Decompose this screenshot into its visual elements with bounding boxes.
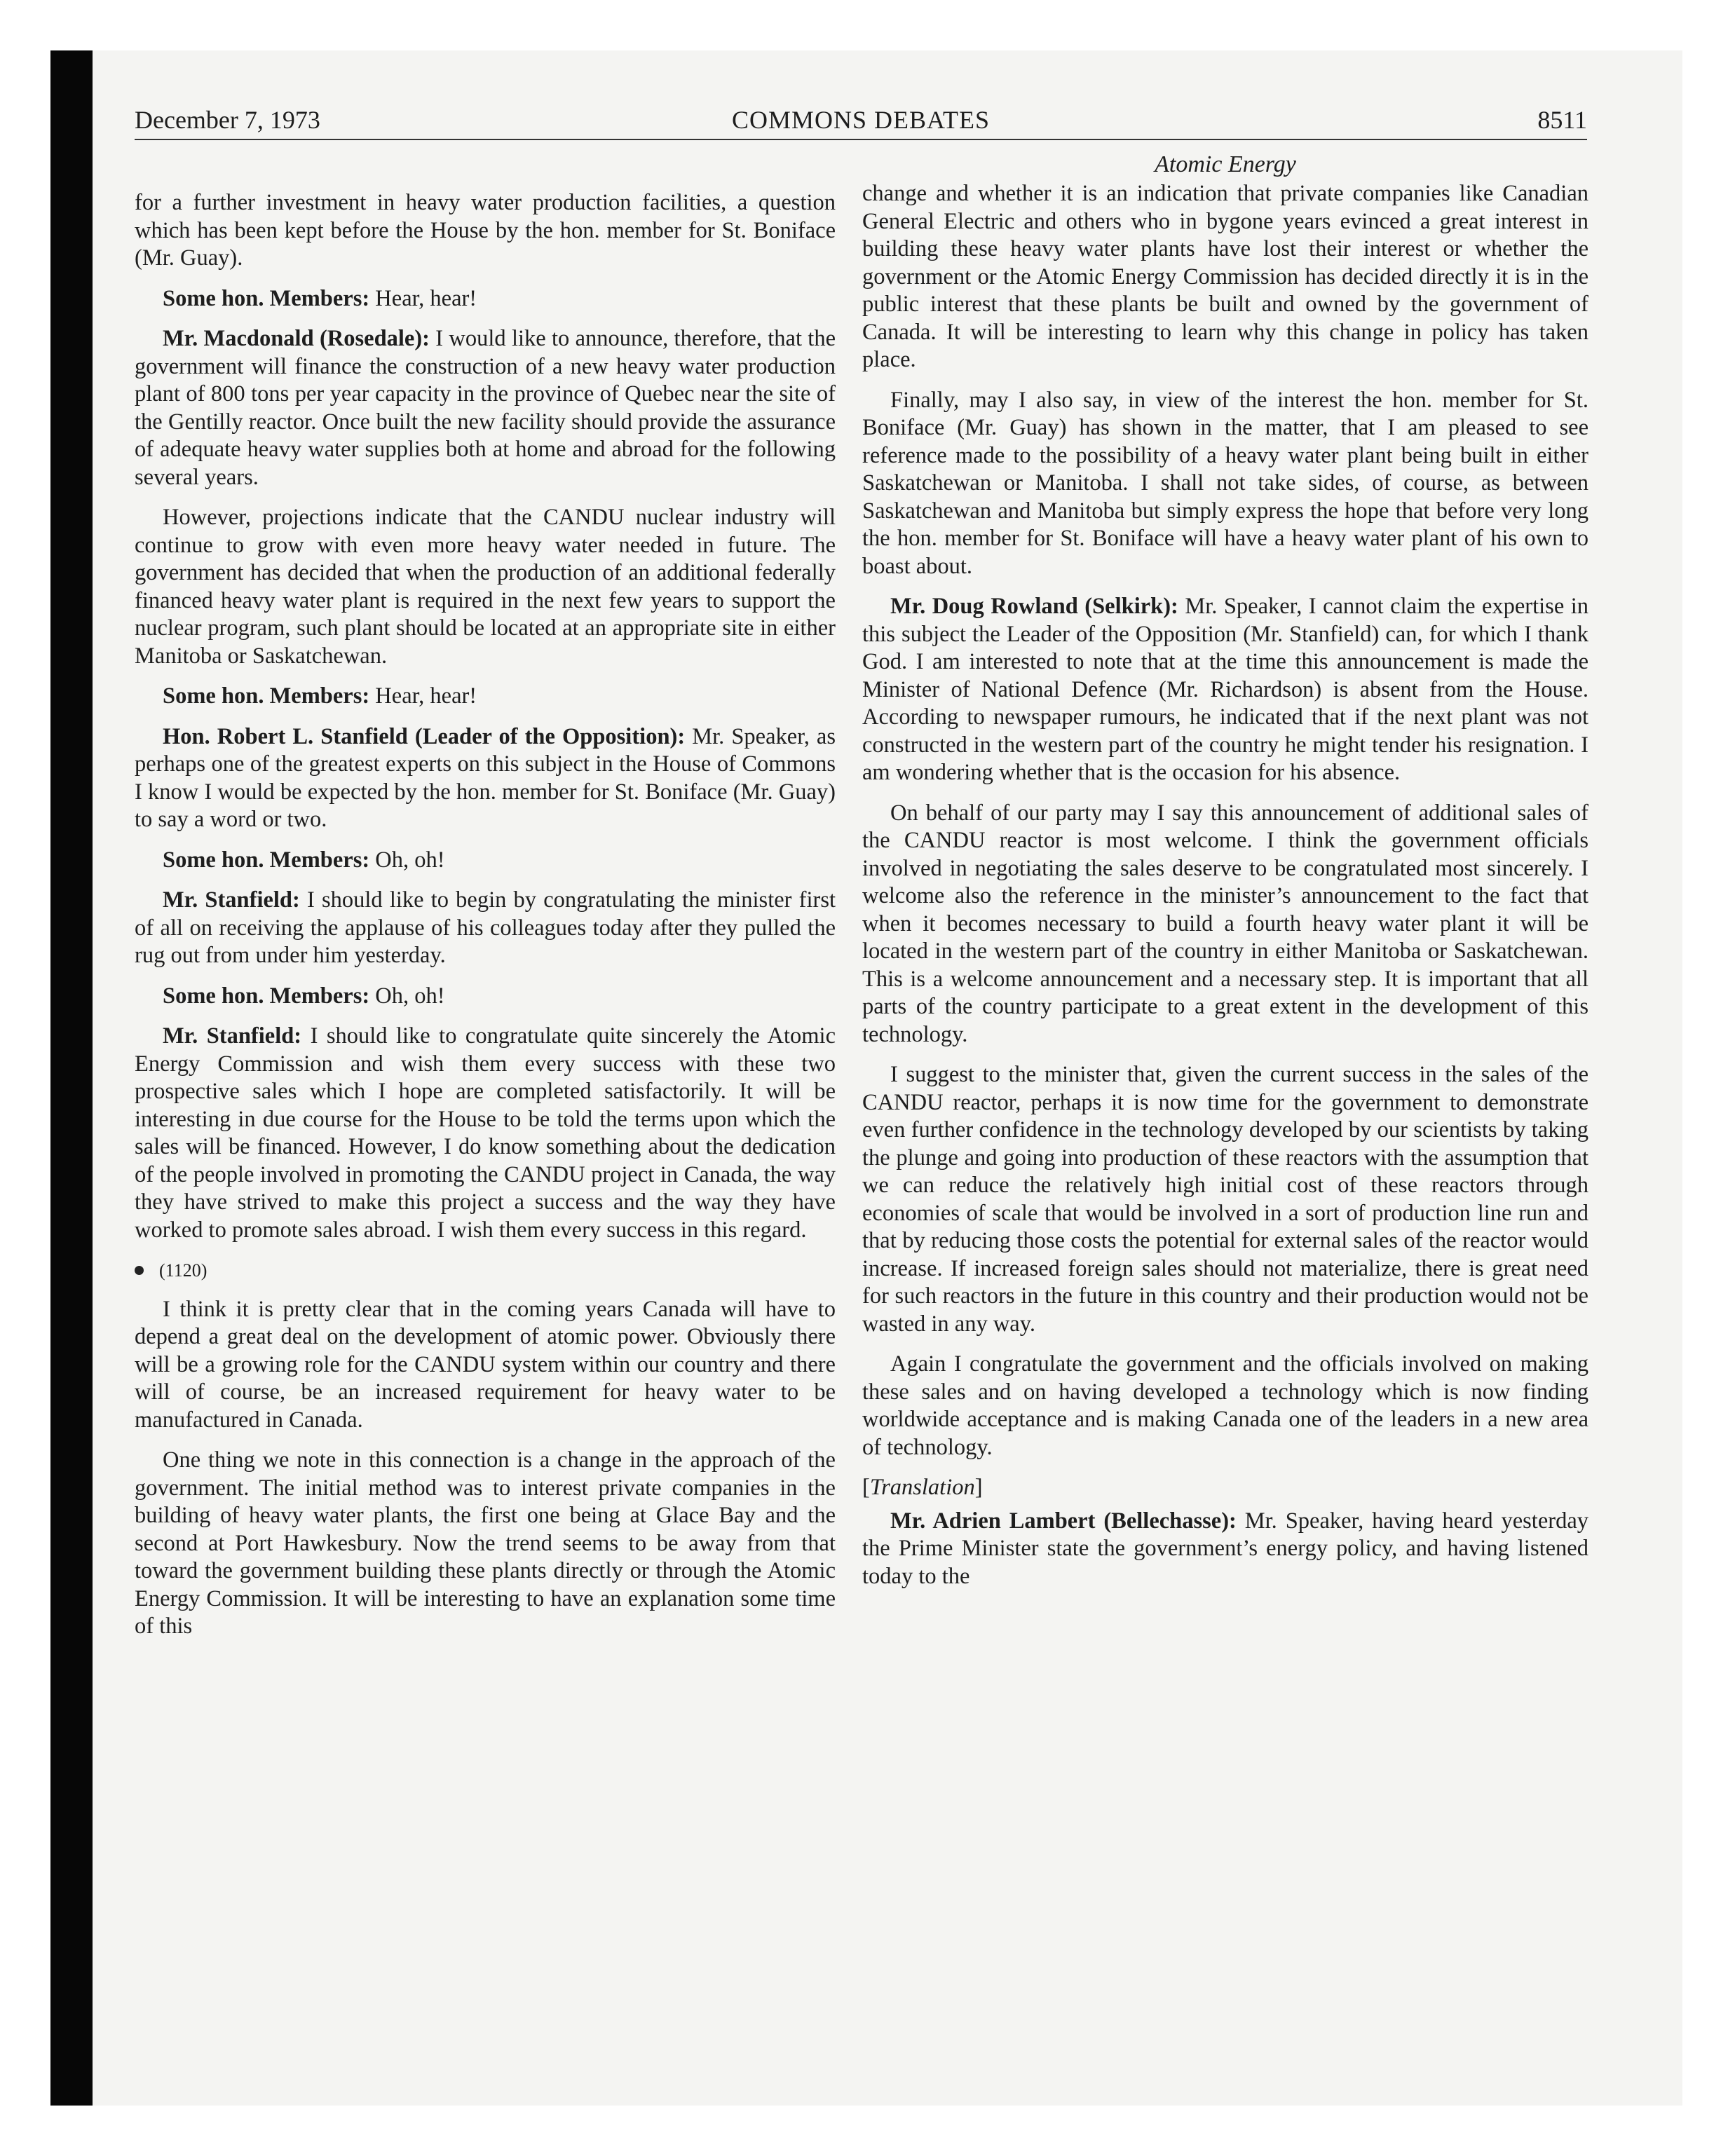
paragraph-text: Mr. Speaker, having heard yesterday the Prime Minister state the government’s energy policy, and having listened today to the [862,1508,1588,1589]
scan-binding-edge [50,50,93,2106]
speech-paragraph [135,983,836,1011]
right-column [862,151,1588,1603]
speaker-name: Mr. Macdonald (Rosedale): [163,326,430,351]
paragraph-text: I suggest to the minister that, given the current success in the sales of the CANDU reactor, perhaps it is now time for the government to demonstrate even further confidence in the technology developed by our scientists by taking the plunge and going into production of these reactors with the assumption that we can reduce the relatively high initial cost of these reactors through economies of scale that would be involved in a sort of production line run and that by reducing those costs the potential for external sales of the reactor would increase. If increased foreign sales should not materialize, there is great need for such reactors in the future in this country and their production would not be wasted in any way. [862,1062,1588,1337]
paragraph-text: Oh, oh! [369,847,445,873]
speaker-name: Some hon. Members: [163,683,370,709]
paragraph [862,1351,1588,1461]
speech-paragraph [135,325,836,491]
left-column [135,189,836,1653]
paragraph-text: Hear, hear! [369,683,477,709]
paragraph [135,1296,836,1435]
paragraph-text: I would like to announce, therefore, that the government will finance the construction of a new heavy water production plant of 800 tons per year capacity in the province of Quebec near the site of the Gentilly reactor. Once built the new facility should provide the assurance of adequate heavy water supplies both at home and abroad for the following several years. [135,326,836,490]
speech-paragraph [135,683,836,711]
paragraph-text: change and whether it is an indication that private companies like Canadian General Electric and others who in bygone years evinced a great interest in building these heavy water plants have lost their interest or whether the government or the Atomic Energy Commission has decided directly it is in the public interest that these plants be built and owned by the government of Canada. It will be interesting to learn why this change in policy has taken place. [862,181,1588,372]
section-title: Atomic Energy [1155,151,1296,177]
paragraph [862,1061,1588,1338]
speaker-name: Hon. Robert L. Stanfield (Leader of the Opposition): [163,723,686,749]
speaker-name: Mr. Adrien Lambert (Bellechasse): [890,1508,1237,1534]
speech-paragraph [135,285,836,313]
page-header [135,100,1587,140]
time-marker-text: (1120) [159,1260,207,1281]
paragraph-text: One thing we note in this connection is a change in the approach of the government. The initial method was to interest private companies in the building of heavy water plants, the first one being at Glace Bay and the second at Port Hawkesbury. Now the trend seems to be away from that toward the government building these plants directly or through the Atomic Energy Commission. It will be interesting to have an explanation some time of this [135,1447,836,1639]
speech-paragraph [135,847,836,875]
speech-paragraph [862,1508,1588,1591]
continued-paragraph [135,189,836,273]
paragraph [135,1447,836,1641]
bullet-icon [135,1266,144,1275]
speaker-name: Mr. Stanfield: [163,887,300,913]
speech-paragraph [862,593,1588,787]
speaker-name: Some hon. Members: [163,847,370,873]
header-page-number: 8511 [1537,106,1587,134]
time-marker [135,1257,836,1285]
speaker-name: Some hon. Members: [163,285,370,311]
speech-paragraph [135,723,836,834]
paragraph-text: I think it is pretty clear that in the coming years Canada will have to depend a great deal on the development of atomic power. Obviously there will be a growing role for the CANDU system within our country and there will of course, be an increased requirement for heavy water to be manufactured in Canada. [135,1296,836,1433]
paragraph-text: Mr. Speaker, as perhaps one of the greatest experts on this subject in the House of Commons I know I would be expected by the hon. member for St. Boniface (Mr. Guay) to say a word or two. [135,723,836,832]
translation-marker: [Translation] [862,1475,983,1500]
speaker-name: Mr. Doug Rowland (Selkirk): [890,594,1178,619]
paragraph-text: However, projections indicate that the CANDU nuclear industry will continue to grow with even more heavy water needed in future. The government has decided that when the production of an additional federally financed heavy water plant is required in the next few years to support the nuclear program, such plant should be located at an appropriate site in either Manitoba or Saskatchewan. [135,505,836,669]
paragraph [862,800,1588,1049]
speaker-name: Some hon. Members: [163,983,370,1009]
paragraph-text: Finally, may I also say, in view of the interest the hon. member for St. Boniface (Mr. Guay) has shown in the matter, that I am pleased to see reference made to the possibility of a heavy water plant being built in either Saskatchewan or Manitoba. I shall not take sides, of course, as between Saskatchewan and Manitoba but simply express the hope that before very long the hon. member for St. Boniface will have a heavy water plant of his own to boast about. [862,387,1588,579]
speaker-name: Mr. Stanfield: [163,1023,302,1049]
paragraph-text: Hear, hear! [369,285,477,311]
paragraph-text: I should like to begin by congratulating the minister first of all on receiving the applause of his colleagues today after they pulled the rug out from under him yesterday. [135,887,836,968]
paragraph [135,504,836,670]
header-title: COMMONS DEBATES [731,106,991,134]
speech-paragraph [135,887,836,970]
header-date: December 7, 1973 [135,106,320,134]
translation-label: Translation [869,1475,975,1500]
continued-paragraph [862,180,1588,374]
paragraph-text: for a further investment in heavy water production facilities, a question which has been kept before the House by the hon. member for St. Boniface (Mr. Guay). [135,190,836,271]
paragraph-text: Oh, oh! [369,983,445,1009]
paragraph-text: On behalf of our party may I say this announcement of additional sales of the CANDU reactor is most welcome. I think the government officials involved in negotiating the sales deserve to be congratulated most sincerely. I welcome also the reference in the minister’s announcement to the fact that when it becomes necessary to build a fourth heavy water plant it will be located in the western part of the country in either Manitoba or Saskatchewan. This is a welcome announcement and a necessary step. It is important that all parts of the country participate to a great extent in the development of this technology. [862,800,1588,1047]
paragraph-text: Mr. Speaker, I cannot claim the expertise in this subject the Leader of the Opposition (Mr. Stanfield) can, for which I thank God. I am interested to note that at the time this announcement is made the Minister of National Defence (Mr. Richardson) is absent from the House. According to newspaper rumours, he indicated that if the next plant was not constructed in the western part of the country he might tender his resignation. I am wondering whether that is the occasion for his absence. [862,594,1588,785]
speech-paragraph [135,1023,836,1244]
paragraph [862,387,1588,581]
paragraph-text: I should like to congratulate quite sincerely the Atomic Energy Commission and wish them every success with these two prospective sales which I hope are completed satisfactorily. It will be interesting in due course for the House to be told the terms upon which the sales will be financed. However, I do know something about the dedication of the people involved in promoting the CANDU project in Canada, the way they have strived to make this project a success and the way they have worked to promote sales abroad. I wish them every success in this regard. [135,1023,836,1243]
paragraph-text: Again I congratulate the government and the officials involved on making these sales and on having developed a technology which is now finding worldwide acceptance and is making Canada one of the leaders in a new area of technology. [862,1351,1588,1460]
